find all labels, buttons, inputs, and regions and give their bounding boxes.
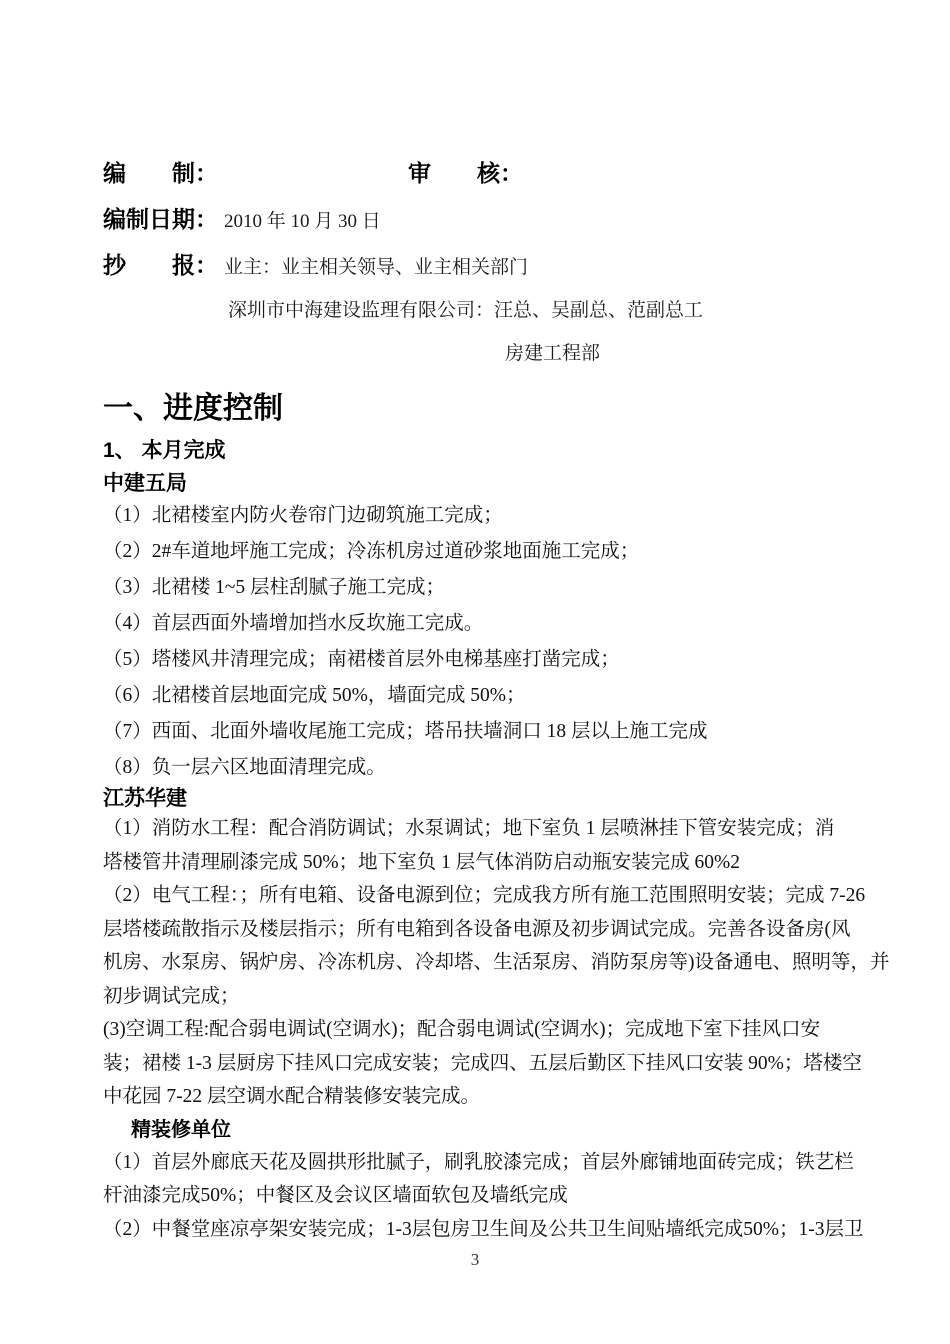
- prepared-by-label: 编 制：: [103, 160, 218, 186]
- progress-item: （1）首层外廊底天花及圆拱形批腻子，刷乳胶漆完成；首层外廊铺地面砖完成；铁艺栏: [103, 1151, 854, 1173]
- progress-item: 中花园 7-22 层空调水配合精装修安装完成。: [103, 1086, 480, 1107]
- progress-item: （1）北裙楼室内防火卷帘门边砌筑施工完成；: [103, 505, 503, 526]
- progress-item: 机房、水泵房、锅炉房、冷冻机房、冷却塔、生活泵房、消防泵房等)设备通电、照明等，并: [103, 952, 890, 973]
- meta-row-copy-to: [103, 244, 850, 290]
- date-value: 2010 年 10 月 30 日: [224, 211, 381, 232]
- reviewed-by-label: 审 核：: [408, 160, 523, 186]
- progress-item: （4）首层西面外墙增加挡水反坎施工完成。: [103, 613, 484, 634]
- page-number: 3: [470, 1250, 480, 1269]
- progress-item: 层塔楼疏散指示及楼层指示；所有电箱到各设备电源及初步调试完成。完善各设备房(风: [103, 918, 851, 940]
- progress-item: （2）2#车道地坪施工完成；冷冻机房过道砂浆地面施工完成；: [103, 541, 640, 562]
- group-title: 精装修单位: [131, 1118, 231, 1141]
- group-zhongjian-wuju: [103, 470, 850, 786]
- progress-item: （5）塔楼风井清理完成；南裙楼首层外电梯基座打凿完成；: [103, 649, 620, 670]
- progress-item: （1）消防水工程：配合消防调试；水泵调试；地下室负 1 层喷淋挂下管安装完成；消: [103, 818, 835, 839]
- group-title: 中建五局: [103, 472, 187, 495]
- subsection-heading: 1、 本月完成: [103, 439, 226, 462]
- copy-to-value: 业主：业主相关领导、业主相关部门: [224, 257, 529, 278]
- group-title: 江苏华建: [103, 787, 187, 810]
- progress-item: 杆油漆完成50%；中餐区及会议区墙面软包及墙纸完成: [103, 1185, 568, 1206]
- doc-meta-block: [103, 152, 850, 376]
- progress-item: 初步调试完成；: [103, 985, 240, 1007]
- progress-item: （2）电气工程：；所有电箱、设备电源到位；完成我方所有施工范围照明安装；完成 7-26: [103, 885, 866, 906]
- group-jiangsu-huajian: [103, 786, 890, 1114]
- progress-item: 塔楼管井清理刷漆完成 50%；地下室负 1 层气体消防启动瓶安装完成 60%2: [103, 851, 740, 873]
- progress-item: （3）北裙楼 1~5 层柱刮腻子施工完成；: [103, 577, 446, 598]
- progress-item: 装；裙楼 1-3 层厨房下挂风口完成安装；完成四、五层后勤区下挂风口安装 90%；塔楼空: [103, 1052, 862, 1074]
- copy-to-line2: 深圳市中海建设监理有限公司：汪总、吴副总、范副总工: [228, 300, 704, 321]
- progress-item: （7）西面、北面外墙收尾施工完成；塔吊扶墙洞口 18 层以上施工完成: [103, 721, 708, 742]
- meta-row-copy-to-line3: [103, 333, 850, 376]
- progress-item: (3)空调工程:配合弱电调试(空调水)；配合弱电调试(空调水)；完成地下室下挂风口安: [103, 1019, 821, 1040]
- copy-to-line3: 房建工程部: [505, 343, 601, 364]
- progress-item: （8）负一层六区地面清理完成。: [103, 757, 386, 778]
- progress-item: （6）北裙楼首层地面完成 50%，墙面完成 50%；: [103, 685, 526, 706]
- meta-row-prepared-reviewed: [103, 152, 850, 198]
- date-label: 编制日期：: [103, 206, 218, 232]
- meta-row-date: [103, 198, 850, 244]
- section-heading: 一、进度控制: [103, 392, 283, 425]
- progress-item: （2）中餐堂座凉亭架安装完成；1-3层包房卫生间及公共卫生间贴墙纸完成50%；1-3层卫: [103, 1218, 864, 1240]
- meta-row-copy-to-line2: [103, 290, 850, 333]
- copy-to-label: 抄 报：: [103, 252, 218, 278]
- group-jingzhuangxiu: [103, 1114, 864, 1247]
